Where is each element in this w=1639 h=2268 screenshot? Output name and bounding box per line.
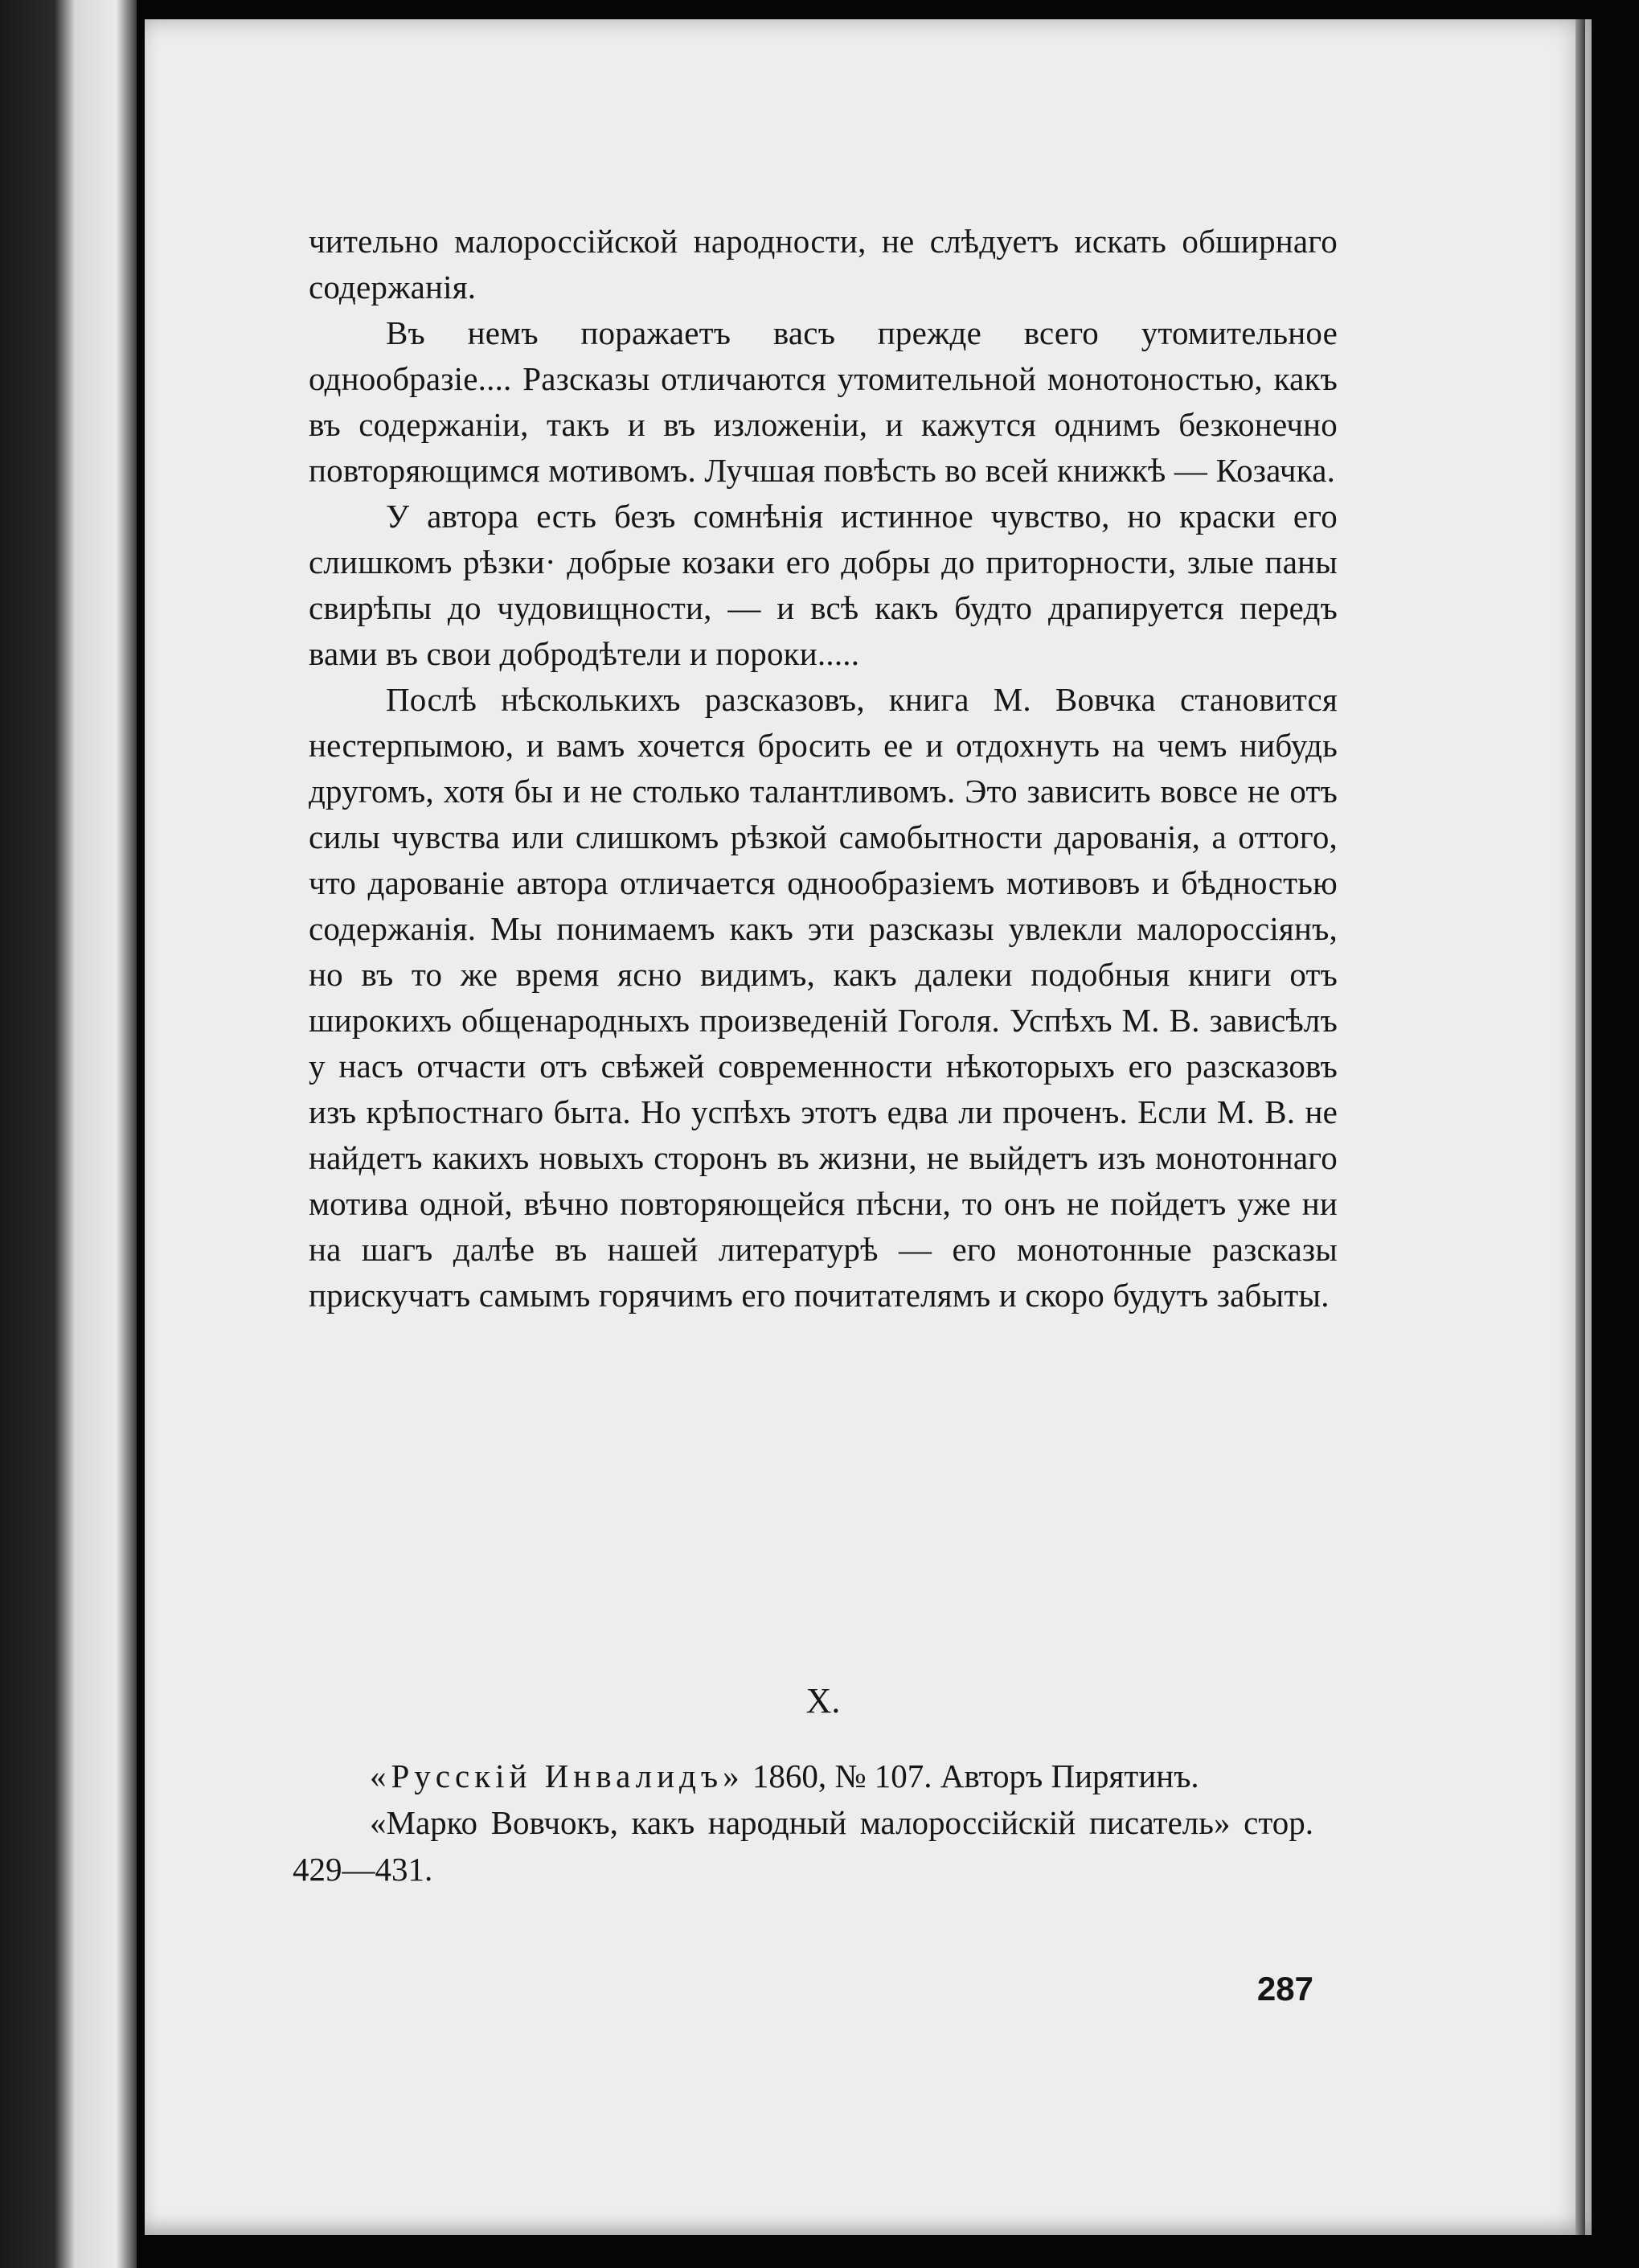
reference-article: «Марко Вовчокъ, какъ народный малороссійскій писатель» стор. 429—431. (293, 1804, 1313, 1888)
paragraph: Послѣ нѣсколькихъ разсказовъ, книга М. Вовчка становится нестерпымою, и вамъ хочется бросить ее и отдохнуть на чемъ нибудь другомъ, хотя бы и не столько талантливомъ. Это зависить вовсе не отъ силы чувства или слишкомъ рѣзкой самобытности дарованія, а оттого, что дарованіе автора отличается однообразіемъ мотивовъ и бѣдностью содержанія. Мы понимаемъ какъ эти разсказы увлекли малороссіянъ, но въ то же время ясно видимъ, какъ далеки подобныя книги отъ широкихъ общенародныхъ произведеній Гоголя. Успѣхъ М. В. зависѣлъ у насъ отчасти отъ свѣжей современности нѣкоторыхъ его разсказовъ изъ крѣпостнаго быта. Но успѣхъ этотъ едва ли проченъ. Если М. В. не найдетъ какихъ новыхъ сторонъ въ жизни, не выйдетъ изъ монотоннаго мотива одной, вѣчно повторяющейся пѣсни, то онъ не пойдетъ уже ни на шагъ далѣе въ нашей литературѣ — его монотонные разсказы прискучатъ самымъ горячимъ его почитателямъ и скоро будутъ забыты. (309, 681, 1338, 1314)
left-page-edge (0, 0, 137, 2268)
paragraph-continuation: чительно малороссійской народности, не слѣдуетъ искать обширнаго содержанія. (309, 223, 1338, 306)
paragraph: Въ немъ поражаетъ васъ прежде всего утомительное однообразіе.... Разсказы отличаются утомительной монотоностью, какъ въ содержаніи, такъ и въ изложеніи, и кажутся однимъ безконечно повторяющимся мотивомъ. Лучшая повѣсть во всей книжкѣ — Козачка. (309, 314, 1338, 489)
page-number: 287 (1256, 1970, 1313, 2008)
reference-source (293, 1753, 1313, 1799)
page-edge-shadow (1575, 19, 1585, 2235)
section-number: X. (805, 1681, 841, 1720)
body-text (309, 219, 1338, 1319)
paragraph: У автора есть безъ сомнѣнія истинное чувство, но краски его слишкомъ рѣзки· добрые козаки его добры до приторности, злые паны свирѣпы до чудовищности, — и всѣ какъ будто драпируется передъ вами въ свои добродѣтели и пороки..... (309, 498, 1338, 672)
reference-details: 1860, № 107. Авторъ Пирятинъ. (744, 1757, 1199, 1794)
reference-block (293, 1753, 1313, 1893)
periodical-title: «Русскій Инвалидъ» (370, 1757, 744, 1794)
